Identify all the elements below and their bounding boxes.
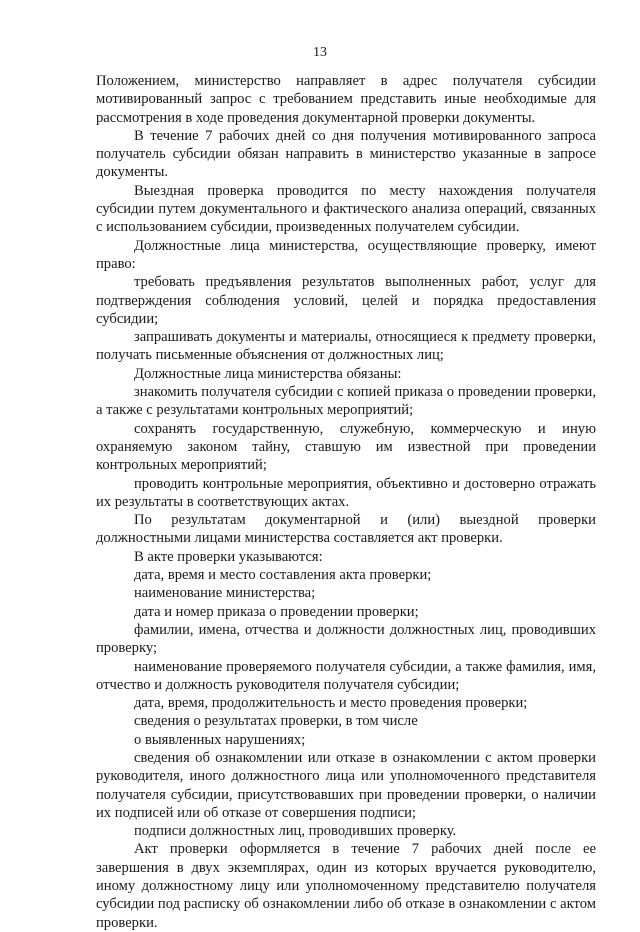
list-item: о выявленных нарушениях; — [134, 731, 306, 748]
paragraph: Выездная проверка проводится по месту нахождения получателя субсидии путем документального и фактического анализа операций, связанных с использованием субсидии, произведенных получателем субсидии. — [96, 182, 596, 236]
paragraph: В течение 7 рабочих дней со дня получения мотивированного запроса получатель субсидии обязан направить в министерство указанные в запросе документы. — [96, 127, 596, 181]
list-item: наименование проверяемого получателя субсидии, а также фамилия, имя, отчество и должность руководителя получателя субсидии; — [96, 658, 596, 693]
paragraph: В акте проверки указываются: — [134, 548, 323, 565]
paragraph: Должностные лица министерства обязаны: — [134, 365, 402, 382]
list-item: сохранять государственную, служебную, коммерческую и иную охраняемую законом тайну, ставшую им известной при проведении контрольных мероприятий; — [96, 420, 596, 474]
list-item: дата, время, продолжительность и место проведения проверки; — [134, 695, 528, 712]
list-item: дата и номер приказа о проведении проверки; — [134, 603, 419, 620]
list-item: подписи должностных лиц, проводивших проверку. — [134, 823, 457, 840]
paragraph: Должностные лица министерства, осуществляющие проверку, имеют право: — [96, 237, 596, 272]
list-item: сведения об ознакомлении или отказе в ознакомлении с актом проверки руководителя, иного должностного лица или уполномоченного представителя получателя субсидии, присутствовавших при проведении проверки, о наличии их подписей или об отказе от совершения подписи; — [96, 749, 596, 821]
paragraph: По результатам документарной и (или) выездной проверки должностными лицами министерства составляется акт проверки. — [96, 512, 596, 547]
list-item: требовать предъявления результатов выполненных работ, услуг для подтверждения соблюдения условий, целей и порядка предоставления субсидии; — [96, 274, 596, 327]
list-item: знакомить получателя субсидии с копией приказа о проведении проверки, а также с результатами контрольных мероприятий; — [96, 384, 596, 419]
list-item: наименование министерства; — [134, 585, 316, 602]
list-item: сведения о результатах проверки, в том числе — [134, 713, 418, 730]
list-item: фамилии, имена, отчества и должности должностных лиц, проводивших проверку; — [96, 621, 596, 657]
paragraph: Положением, министерство направляет в адрес получателя субсидии мотивированный запрос с требованием представить иные необходимые для рассмотрения в ходе проведения документарной проверки документы. — [96, 73, 596, 126]
paragraph: Акт проверки оформляется в течение 7 рабочих дней после ее завершения в двух экземплярах, один из которых вручается руководителю, иному должностному лицу или уполномоченному представителю получателя субсидии под расписку об ознакомлении либо об отказе в ознакомлении с актом проверки. — [96, 841, 596, 931]
document-body — [96, 72, 596, 932]
page-number: 13 — [313, 45, 327, 60]
list-item: запрашивать документы и материалы, относящиеся к предмету проверки, получать письменные объяснения от должностных лиц; — [96, 329, 596, 364]
list-item: проводить контрольные мероприятия, объективно и достоверно отражать их результаты в соответствующих актах. — [96, 475, 596, 510]
list-item: дата, время и место составления акта проверки; — [134, 567, 432, 584]
